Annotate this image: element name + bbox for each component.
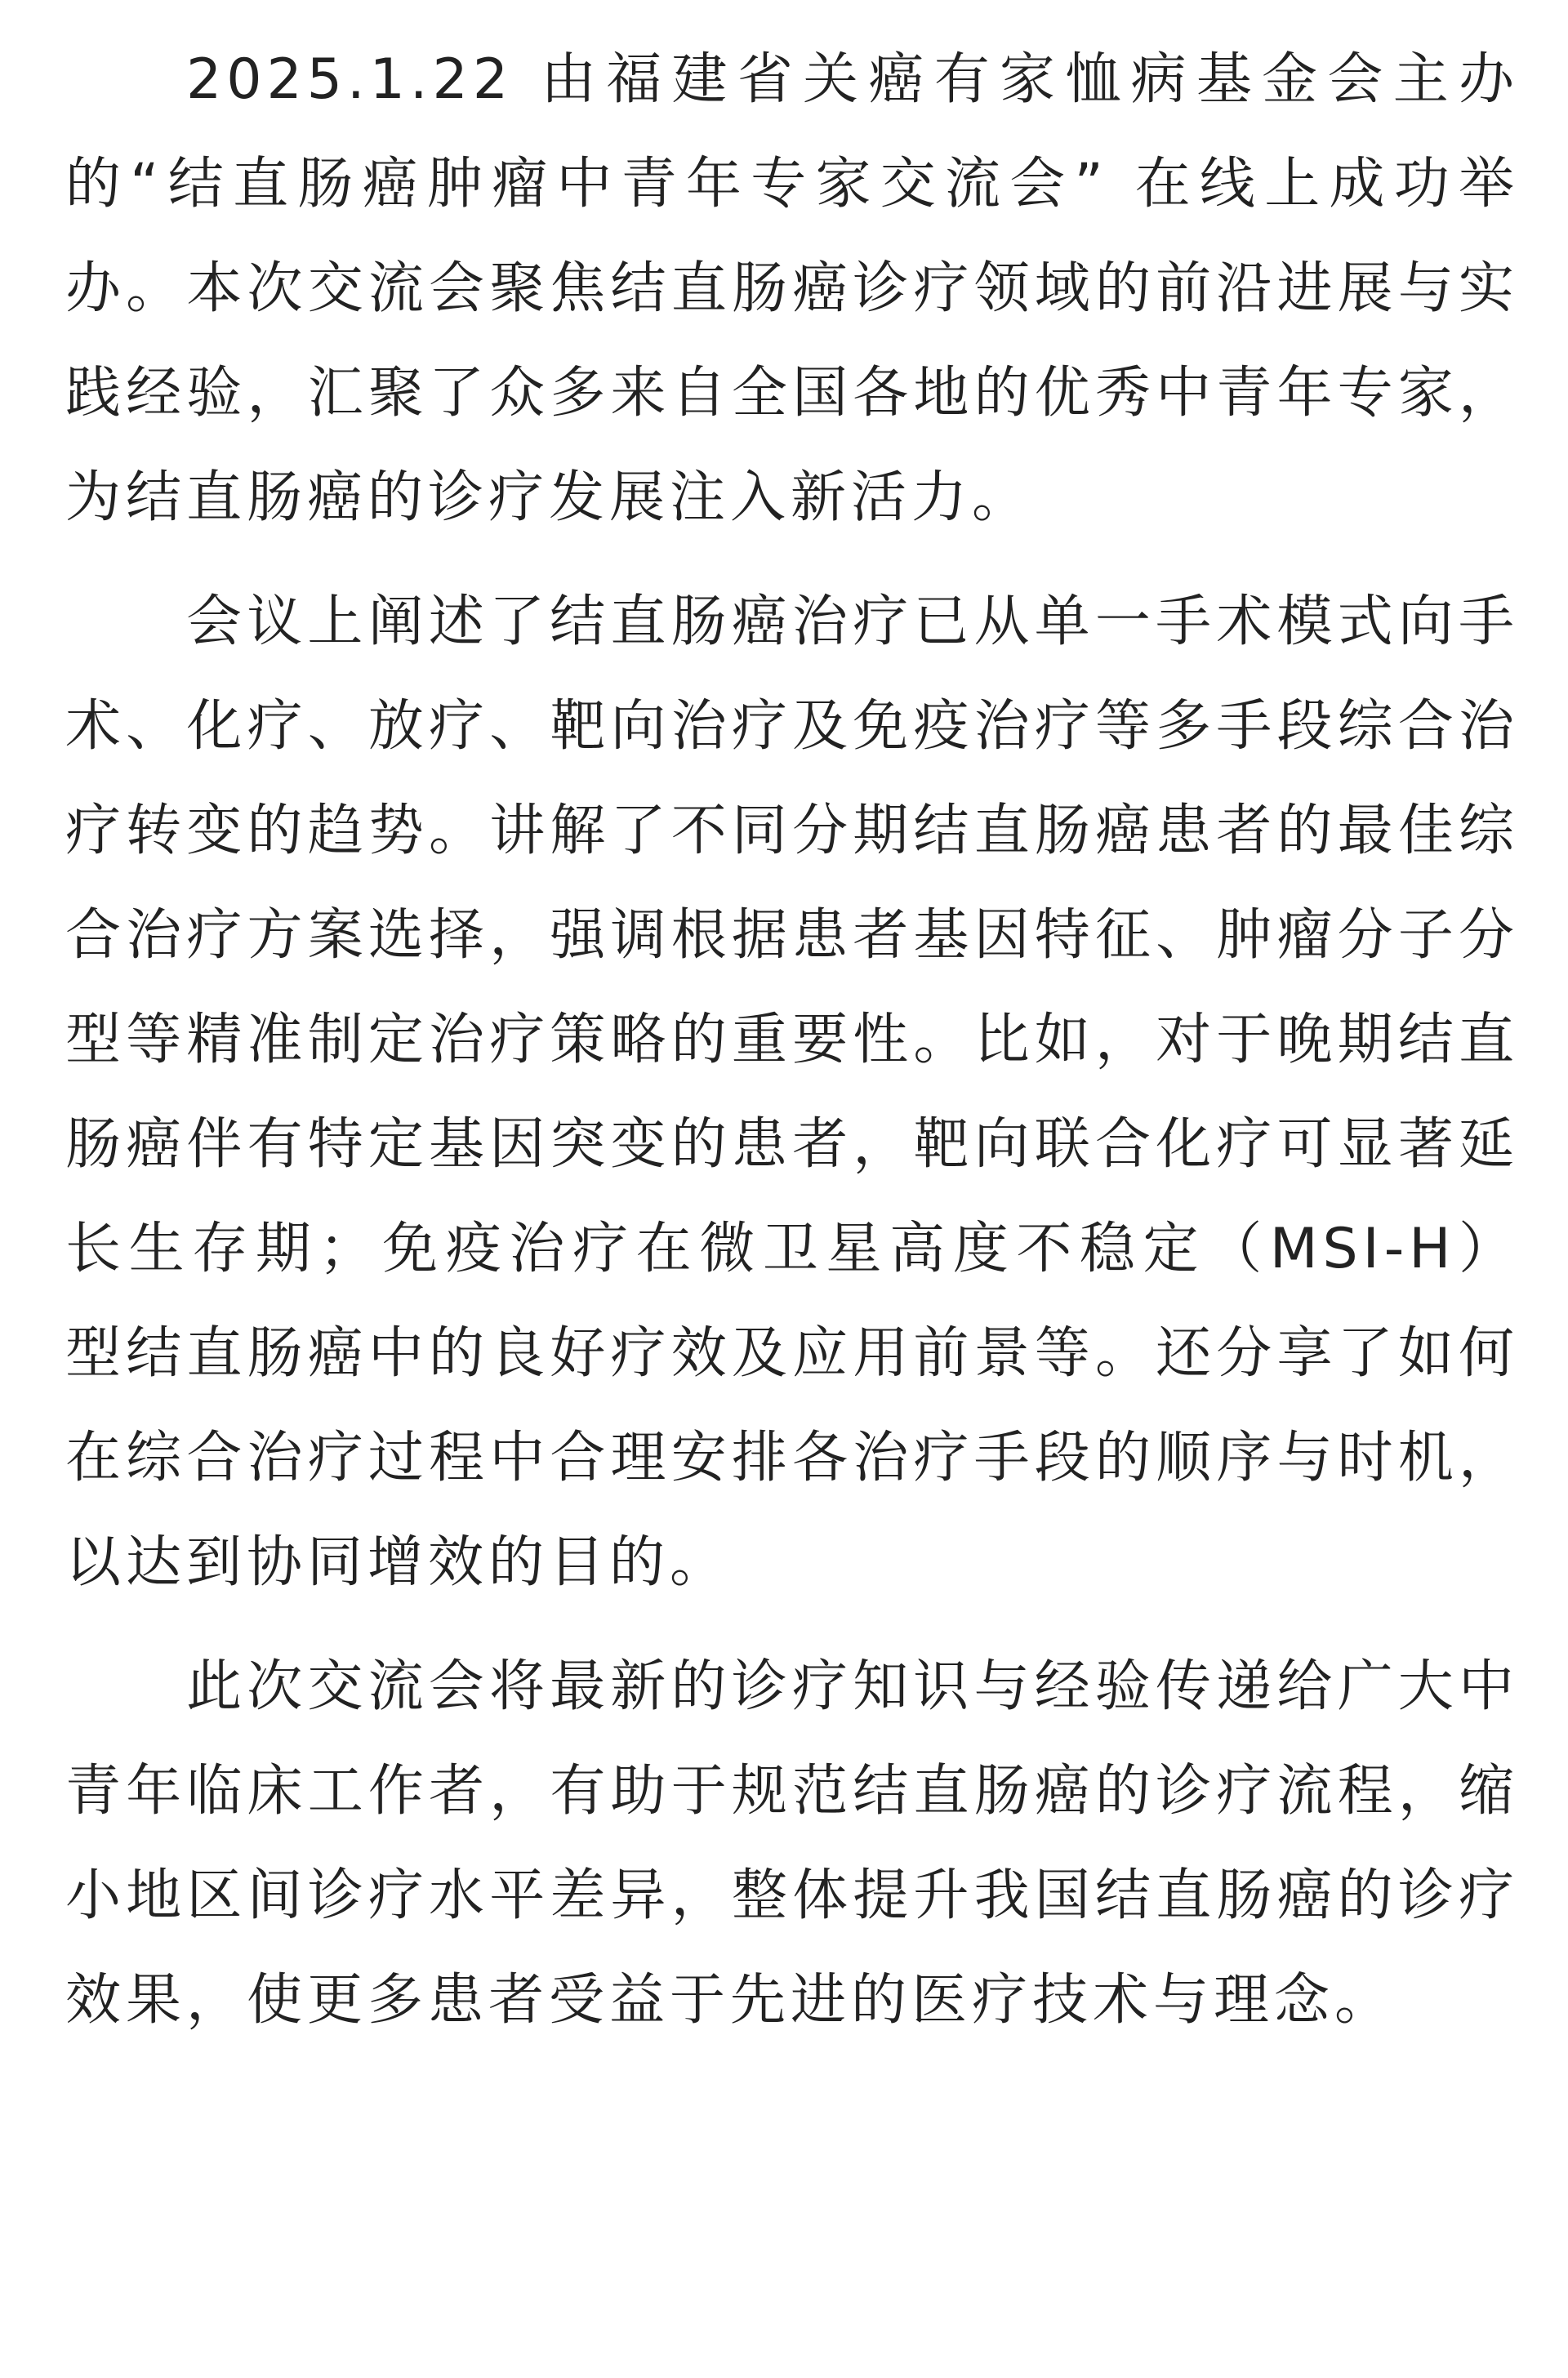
article-body — [65, 28, 1519, 2073]
paragraph-conclusion: 此次交流会将最新的诊疗知识与经验传递给广大中青年临床工作者，有助于规范结直肠癌的诊疗流程，缩小地区间诊疗水平差异，整体提升我国结直肠癌的诊疗效果，使更多患者受益于先进的医疗技术与理念。 — [65, 1654, 1519, 2033]
paragraph-intro: 2025.1.22 由福建省关癌有家恤病基金会主办的“结直肠癌肿瘤中青年专家交流会” 在线上成功举办。本次交流会聚焦结直肠癌诊疗领域的前沿进展与实践经验，汇聚了众多来自全国各地的优秀中青年专家，为结直肠癌的诊疗发展注入新活力。 — [65, 47, 1519, 530]
paragraph-treatment: 会议上阐述了结直肠癌治疗已从单一手术模式向手术、化疗、放疗、靶向治疗及免疫治疗等多手段综合治疗转变的趋势。讲解了不同分期结直肠癌患者的最佳综合治疗方案选择，强调根据患者基因特征、肿瘤分子分型等精准制定治疗策略的重要性。比如，对于晚期结直肠癌伴有特定基因突变的患者，靶向联合化疗可显著延长生存期；免疫治疗在微卫星高度不稳定（MSI-H）型结直肠癌中的良好疗效及应用前景等。还分享了如何在综合治疗过程中合理安排各治疗手段的顺序与时机，以达到协同增效的目的。 — [65, 590, 1519, 1595]
